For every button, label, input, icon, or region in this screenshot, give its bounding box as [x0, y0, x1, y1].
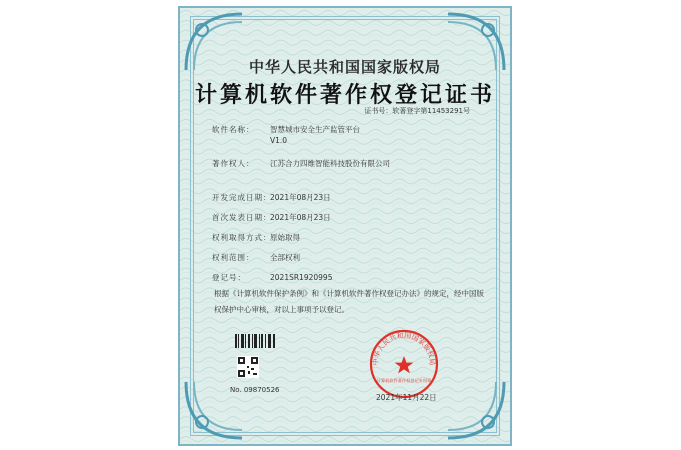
development-date-label: 开发完成日期： [212, 193, 272, 202]
first-publication-label: 首次发表日期： [212, 213, 272, 222]
copyright-owner-value: 江苏合力四维智能科技股份有限公司 [270, 159, 390, 168]
software-version-value: V1.0 [270, 136, 288, 145]
issue-date: 2021年11月22日 [376, 393, 437, 402]
acquisition-method-row [212, 232, 300, 243]
software-name-row [212, 124, 360, 135]
rights-scope-label: 权利范围： [212, 253, 255, 262]
rights-scope-value: 全部权利 [270, 253, 300, 262]
certificate-number: 证书号：软著登字第11453291号 [364, 107, 470, 115]
corner-ornament-icon [446, 380, 506, 440]
qr-code-icon [237, 356, 259, 378]
software-name-label: 软件名称： [212, 125, 255, 134]
software-name-value: 智慧城市安全生产监管平台 [270, 125, 360, 134]
issuing-authority: 中华人民共和国国家版权局 [248, 58, 441, 76]
first-publication-row [212, 212, 331, 223]
registration-no-label: 登记号： [212, 273, 246, 282]
acquisition-method-label: 权利取得方式： [212, 233, 272, 242]
official-seal-icon [368, 328, 440, 400]
registration-no-value: 2021SR1920995 [270, 273, 333, 282]
development-date-value: 2021年08月23日 [270, 193, 331, 202]
acquisition-method-value: 原始取得 [270, 233, 300, 242]
copyright-owner-row [212, 158, 390, 169]
registration-no-row [212, 272, 332, 283]
software-version-row [212, 136, 287, 145]
development-date-row [212, 192, 331, 203]
certificate-title: 计算机软件著作权登记证书 [194, 83, 495, 108]
certificate [178, 6, 512, 446]
rights-scope-row [212, 252, 300, 263]
seal-bottom-text: 计算机软件著作权登记专用章 [376, 378, 432, 383]
copyright-owner-label: 著作权人： [212, 159, 255, 168]
barcode-icon [235, 334, 275, 348]
seal-arc-text: 中华人民共和国国家版权局 [371, 331, 437, 366]
serial-number: No. 09870526 [230, 386, 280, 394]
statement-paragraph: 根据《计算机软件保护条例》和《计算机软件著作权登记办法》的规定，经中国版权保护中心审核，对以上事项予以登记。 [214, 289, 484, 314]
first-publication-value: 2021年08月23日 [270, 213, 331, 222]
